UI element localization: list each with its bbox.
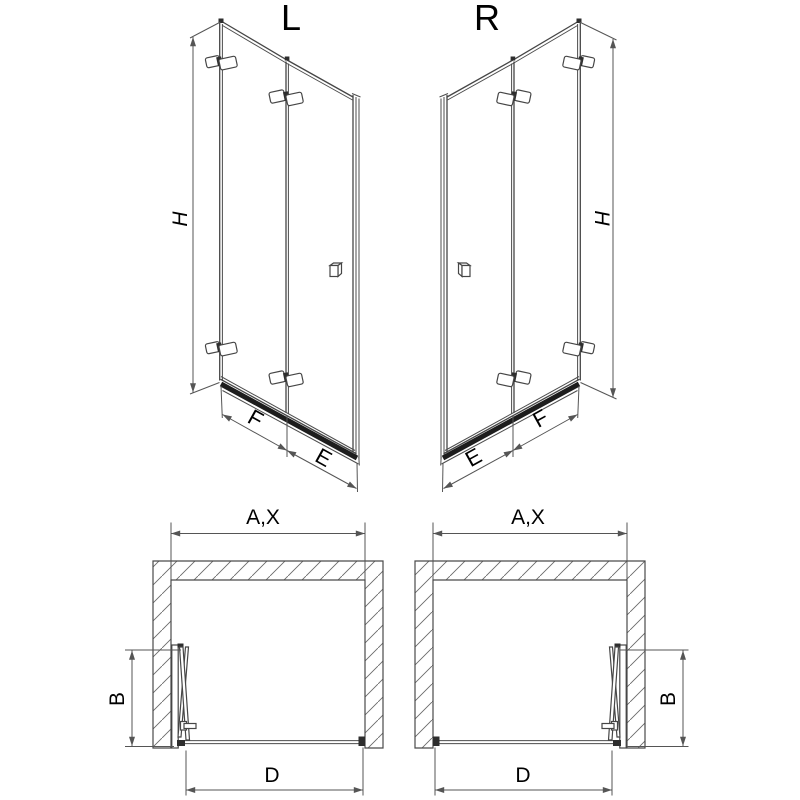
wall-hinge-bottom-right [562, 338, 594, 359]
wall-profile [172, 645, 178, 748]
dim-label-d-left: D [264, 764, 280, 787]
door-handle-left [330, 263, 342, 277]
bottom-pivot [177, 740, 185, 746]
front-view-left [169, 0, 361, 492]
dim-label-e-left: E [311, 442, 337, 472]
bottom-pivot [613, 740, 621, 746]
dim-track-right-plan [435, 748, 612, 796]
dim-label-h-left: H [169, 211, 192, 227]
dim-label-e-right: E [460, 442, 486, 472]
dim-panels-right [443, 386, 580, 492]
wall-hinge-top-right [562, 52, 594, 73]
dim-label-b-left: B [106, 691, 129, 707]
track-end-bracket [359, 737, 366, 747]
dim-label-f-right: F [528, 404, 553, 433]
front-view-right [440, 0, 617, 492]
dim-label-h-right: H [590, 210, 613, 226]
variant-label-left: L [280, 0, 302, 38]
dim-panels-left [221, 386, 358, 492]
dim-label-d-right: D [515, 764, 531, 787]
wall-hinge-bottom-left [205, 338, 237, 359]
plan-view-right [415, 506, 689, 796]
fold-top-cap [511, 57, 516, 61]
floor-track-left-plan [177, 737, 365, 747]
folded-door-left-plan [172, 644, 196, 749]
plan-view-left [106, 506, 383, 796]
variant-label-right: R [474, 0, 500, 38]
folded-door-right-plan [602, 644, 626, 749]
handle-plan [184, 724, 196, 729]
dim-height-left [169, 22, 221, 394]
door-handle-right [459, 263, 471, 277]
floor-track-right-plan [433, 737, 621, 747]
track-end-bracket [433, 737, 440, 747]
wall-hinge-top-left [205, 52, 237, 73]
dim-label-ax-left: A,X [246, 506, 280, 529]
dim-label-b-right: B [657, 691, 680, 707]
handle-plan [602, 724, 614, 729]
dim-label-f-left: F [243, 404, 268, 433]
wall-profile [620, 645, 626, 748]
dim-track-left-plan [186, 748, 363, 796]
fold-top-cap [285, 57, 290, 61]
dim-label-ax-right: A,X [511, 506, 545, 529]
